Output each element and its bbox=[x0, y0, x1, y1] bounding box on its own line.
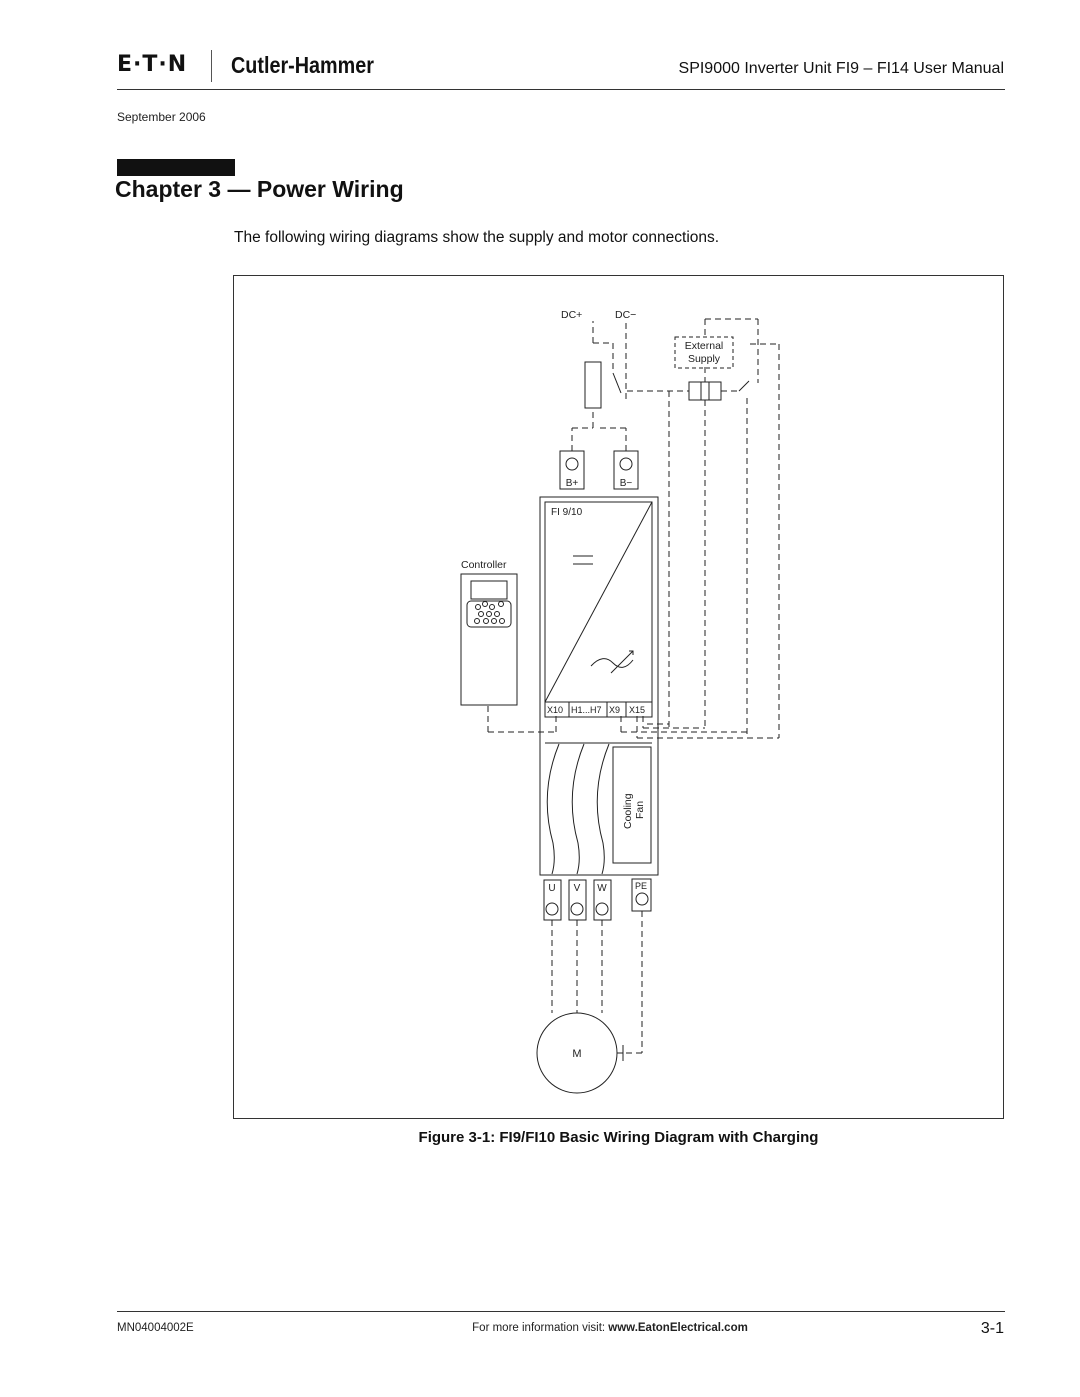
footer-info bbox=[400, 1322, 820, 1334]
label-x10: X10 bbox=[547, 705, 564, 715]
page-number: 3-1 bbox=[980, 1320, 1004, 1337]
dc-bus-wiring bbox=[488, 319, 779, 1053]
brand-name: Cutler-Hammer bbox=[231, 52, 374, 78]
label-cooling: Cooling bbox=[622, 793, 634, 829]
switch-supply bbox=[739, 381, 749, 391]
label-dc-minus: DC− bbox=[615, 309, 637, 321]
label-frame: FI 9/10 bbox=[551, 507, 583, 518]
label-supply: Supply bbox=[687, 353, 721, 365]
footer-rule bbox=[117, 1311, 1005, 1312]
wiring-diagram-figure bbox=[233, 275, 1004, 1119]
label-external: External bbox=[684, 340, 724, 352]
charging-resistor bbox=[585, 362, 601, 408]
label-h1-h7: H1...H7 bbox=[571, 705, 602, 715]
chapter-title: Chapter 3 — Power Wiring bbox=[115, 176, 404, 202]
label-b-minus: B− bbox=[619, 478, 633, 489]
intro-paragraph: The following wiring diagrams show the supply and motor connections. bbox=[234, 229, 720, 246]
publication-date: September 2006 bbox=[117, 110, 206, 124]
figure-caption: Figure 3-1: FI9/FI10 Basic Wiring Diagram with Charging bbox=[418, 1129, 819, 1146]
label-w: W bbox=[597, 883, 607, 894]
label-x15: X15 bbox=[629, 705, 646, 715]
charging-relay bbox=[689, 382, 721, 400]
switch-dc bbox=[613, 373, 621, 393]
header-rule bbox=[117, 89, 1005, 90]
label-fan: Fan bbox=[634, 800, 646, 819]
label-dc-plus: DC+ bbox=[561, 309, 583, 321]
manual-title: SPI9000 Inverter Unit FI9 – FI14 User Manual bbox=[678, 60, 1004, 77]
label-motor: M bbox=[572, 1048, 582, 1060]
footer-url-link[interactable]: www.EatonElectrical.com bbox=[608, 1322, 748, 1334]
label-x9: X9 bbox=[609, 705, 621, 715]
footer-info-prefix: For more information visit: bbox=[472, 1322, 609, 1334]
label-v: V bbox=[573, 883, 581, 894]
chapter-tab bbox=[117, 159, 235, 176]
label-b-plus: B+ bbox=[565, 478, 579, 489]
eaton-logo: E·T·N bbox=[117, 52, 188, 77]
label-u: U bbox=[548, 883, 556, 894]
brand-divider bbox=[211, 50, 212, 82]
controller-keypad bbox=[461, 574, 517, 705]
label-controller: Controller bbox=[461, 559, 507, 571]
wiring-diagram bbox=[234, 276, 1005, 1120]
label-pe: PE bbox=[634, 881, 648, 891]
document-number: MN04004002E bbox=[117, 1322, 194, 1334]
